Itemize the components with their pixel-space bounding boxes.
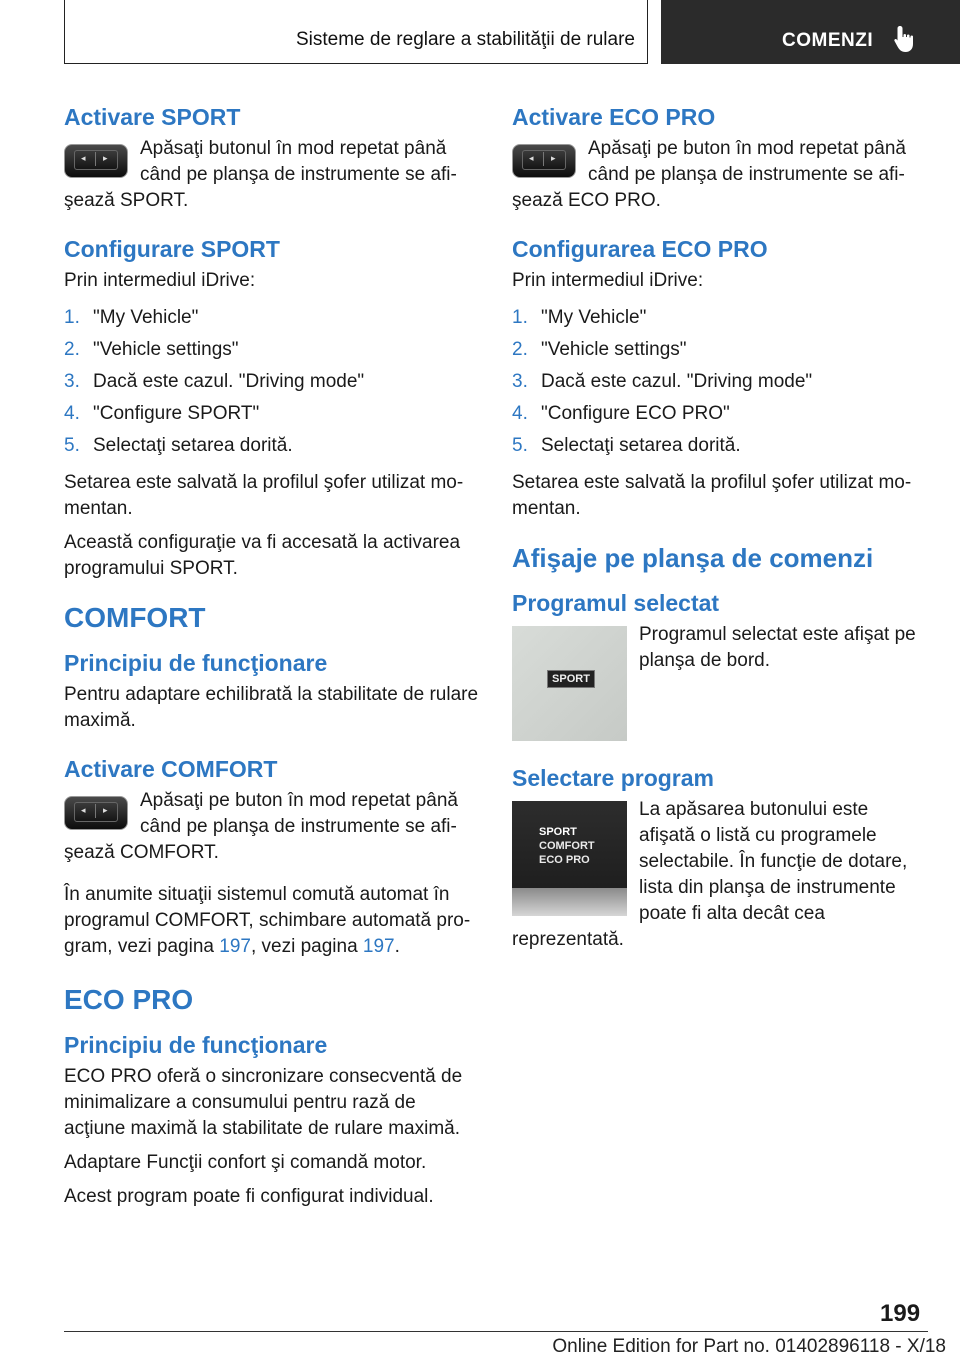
list-item: 3. Dacă este cazul. "Driving mode" bbox=[64, 371, 365, 392]
mode-button-image bbox=[64, 796, 128, 830]
list-item: 1. "My Vehicle" bbox=[64, 307, 199, 328]
activare-sport-block bbox=[64, 136, 482, 188]
activare-eco-text: Apăsaţi pe buton în mod repetat până când pe planşa de instrumente se afi‐ bbox=[588, 138, 906, 185]
comfort-auto-text: În anumite situaţii sistemul comută automat în programul COMFORT, schimbare automată pro‐ gram, vezi pagina 197, vezi pagina 197. bbox=[64, 884, 471, 957]
comfort-activate-block bbox=[64, 788, 482, 840]
activare-sport-text-end: şează SPORT. bbox=[64, 190, 189, 211]
list-item: 2. "Vehicle settings" bbox=[64, 339, 239, 360]
arrow-left-icon: ◂ bbox=[81, 153, 86, 163]
comfort-title: COMFORT bbox=[64, 602, 206, 633]
activare-eco-heading: Activare ECO PRO bbox=[512, 104, 716, 130]
comfort-principle-text: Pentru adaptare echilibrată la stabilitate de rulare maximă. bbox=[64, 684, 479, 731]
list-item: 4. "Configure SPORT" bbox=[64, 403, 260, 424]
eco-title: ECO PRO bbox=[64, 984, 194, 1015]
arrow-right-icon: ▸ bbox=[103, 805, 108, 815]
list-item: 5. Selectaţi setarea dorită. bbox=[512, 435, 741, 456]
hand-pointer-icon bbox=[893, 24, 919, 59]
select-program-text: La apăsarea butonului este afişată o listă cu programele selectabile. În funcţie de dotare, lista din planşa de instrumente poate fi alta decât cea reprezentată. bbox=[512, 799, 908, 950]
selected-program-text: Programul selectat este afişat pe planşa de bord. bbox=[639, 624, 916, 671]
arrow-right-icon: ▸ bbox=[551, 153, 556, 163]
footer-edition-text: Online Edition for Part no. 01402896118 - X/18 bbox=[552, 1336, 946, 1357]
chapter-tab[interactable] bbox=[661, 0, 960, 64]
program-list-item: SPORT bbox=[539, 826, 577, 838]
selected-program-heading: Programul selectat bbox=[512, 590, 720, 616]
right-column bbox=[512, 100, 928, 961]
list-item: 1. "My Vehicle" bbox=[512, 307, 647, 328]
mode-button-image bbox=[64, 144, 128, 178]
program-list-item: ECO PRO bbox=[539, 854, 590, 866]
page-link-197[interactable]: 197 bbox=[362, 936, 395, 957]
config-eco-note1: Setarea este salvată la profilul şofer utilizat mo‐ mentan. bbox=[512, 472, 912, 519]
arrow-right-icon: ▸ bbox=[103, 153, 108, 163]
eco-principle-heading: Principiu de funcţionare bbox=[64, 1032, 328, 1058]
arrow-left-icon: ◂ bbox=[529, 153, 534, 163]
select-program-heading: Selectare program bbox=[512, 765, 714, 791]
activare-sport-text: Apăsaţi butonul în mod repetat până când pe planşa de instrumente se afi‐ bbox=[140, 138, 457, 185]
left-column bbox=[64, 100, 482, 1218]
config-sport-note1: Setarea este salvată la profilul şofer utilizat mo‐ mentan. bbox=[64, 472, 464, 519]
list-item: 2. "Vehicle settings" bbox=[512, 339, 687, 360]
selected-program-block bbox=[512, 622, 928, 749]
activare-sport-heading: Activare SPORT bbox=[64, 104, 241, 130]
eco-text3: Acest program poate fi configurat individual. bbox=[64, 1186, 434, 1207]
list-item: 3. Dacă este cazul. "Driving mode" bbox=[512, 371, 813, 392]
comfort-activate-heading: Activare COMFORT bbox=[64, 756, 278, 782]
comfort-activate-text: Apăsaţi pe buton în mod repetat până când pe planşa de instrumente se afi‐ bbox=[140, 790, 458, 837]
comfort-principle-heading: Principiu de funcţionare bbox=[64, 650, 328, 676]
config-sport-heading: Configurare SPORT bbox=[64, 236, 280, 262]
config-sport-steps bbox=[64, 302, 482, 462]
page-link-197[interactable]: 197 bbox=[219, 936, 251, 957]
list-item: 4. "Configure ECO PRO" bbox=[512, 403, 730, 424]
select-program-block bbox=[512, 797, 928, 961]
program-list bbox=[539, 825, 595, 867]
sport-display-image bbox=[512, 626, 627, 741]
footer-divider bbox=[64, 1331, 928, 1332]
config-eco-intro: Prin intermediul iDrive: bbox=[512, 270, 704, 291]
sport-badge: SPORT bbox=[547, 670, 595, 688]
page-number: 199 bbox=[880, 1300, 921, 1327]
activare-eco-text-end: şează ECO PRO. bbox=[512, 190, 661, 211]
config-sport-note2: Această configuraţie va fi accesată la activarea programului SPORT. bbox=[64, 532, 461, 579]
config-eco-steps bbox=[512, 302, 928, 462]
eco-text2: Adaptare Funcţii confort şi comandă motor. bbox=[64, 1152, 427, 1173]
arrow-left-icon: ◂ bbox=[81, 805, 86, 815]
config-eco-heading: Configurarea ECO PRO bbox=[512, 236, 768, 262]
eco-principle-text: ECO PRO oferă o sincronizare consecventă de minimalizare a consumului pentru rază de acţiune maximă la stabilitate de rulare maximă. bbox=[64, 1066, 463, 1139]
header-section-box bbox=[64, 0, 648, 64]
config-sport-intro: Prin intermediul iDrive: bbox=[64, 270, 256, 291]
program-list-item: COMFORT bbox=[539, 840, 595, 852]
activare-eco-block bbox=[512, 136, 928, 188]
program-list-display-image bbox=[512, 801, 627, 916]
list-item: 5. Selectaţi setarea dorită. bbox=[64, 435, 293, 456]
afisaje-title: Afişaje pe planşa de comenzi bbox=[512, 543, 874, 573]
mode-button-image bbox=[512, 144, 576, 178]
chapter-tab-label: COMENZI bbox=[782, 30, 874, 51]
comfort-activate-text-end: şează COMFORT. bbox=[64, 842, 219, 863]
section-title: Sisteme de reglare a stabilităţii de rulare bbox=[295, 29, 635, 50]
